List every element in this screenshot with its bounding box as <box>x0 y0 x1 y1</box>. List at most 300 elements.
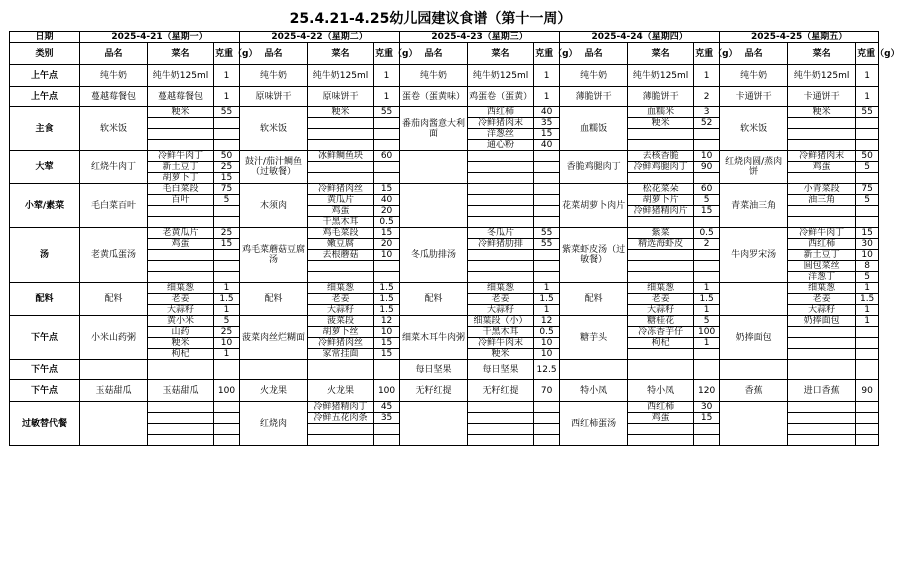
dish-name: 番茄肉酱意大利面 <box>400 107 468 151</box>
ingredient-qty <box>374 173 400 184</box>
ingredient-name: 冷鲜猪肉末 <box>468 118 534 129</box>
ingredient-name: 细葉葱 <box>148 283 214 294</box>
ingredient-qty <box>214 140 240 151</box>
ingredient-name <box>308 129 374 140</box>
ingredient-qty: 10 <box>374 327 400 338</box>
page-title: 25.4.21-4.25幼儿园建议食谱（第十一周） <box>289 11 572 27</box>
ingredient-name <box>628 129 694 140</box>
ingredient-name <box>788 129 856 140</box>
ingredient-qty <box>214 250 240 261</box>
meal-category: 下午点 <box>10 380 80 402</box>
day-header: 2025-4-24（星期四） <box>560 32 720 43</box>
ingredient-name: 胡萝卜丁 <box>148 173 214 184</box>
ingredient-name: 细葉葱 <box>628 283 694 294</box>
ingredient-qty: 90 <box>856 380 879 402</box>
ingredient-name <box>148 118 214 129</box>
dish-name <box>400 184 468 228</box>
ingredient-name <box>148 424 214 435</box>
ingredient-name: 细葉段（小） <box>468 316 534 327</box>
ingredient-name <box>628 250 694 261</box>
ingredient-name: 大蒜籽 <box>628 305 694 316</box>
ingredient-name <box>308 424 374 435</box>
ingredient-qty <box>694 435 720 446</box>
ingredient-name: 黄瓜片 <box>308 195 374 206</box>
ingredient-qty: 1.5 <box>534 294 560 305</box>
category-header: 类别 <box>10 43 80 65</box>
ingredient-qty <box>694 217 720 228</box>
ingredient-name: 鸡蛋 <box>628 413 694 424</box>
ingredient-qty <box>374 129 400 140</box>
ingredient-qty: 5 <box>214 195 240 206</box>
dish-name: 西红柿蛋汤 <box>560 402 628 446</box>
ingredient-name: 冷鲜猪肋排 <box>468 239 534 250</box>
ingredient-name: 老姜 <box>148 294 214 305</box>
ingredient-qty: 45 <box>374 402 400 413</box>
dish-name: 软米饭 <box>240 107 308 151</box>
ingredient-qty: 25 <box>214 162 240 173</box>
ingredient-name <box>468 435 534 446</box>
dish-header: 品名 <box>400 43 468 65</box>
ingredient-name <box>788 118 856 129</box>
ingredient-qty: 1 <box>694 65 720 87</box>
qty-header: 克重（g） <box>694 43 720 65</box>
meal-category: 过敏替代餐 <box>10 402 80 446</box>
ingredient-qty <box>534 402 560 413</box>
ingredient-qty: 1 <box>856 305 879 316</box>
ingredient-qty <box>694 250 720 261</box>
ingredient-name: 鸡蛋卷（蛋黄） <box>468 87 534 107</box>
ingredient-name <box>468 413 534 424</box>
dish-name: 青菜油三角 <box>720 184 788 228</box>
ingredient-name: 纯牛奶125ml <box>628 65 694 87</box>
ingredient-qty: 15 <box>694 206 720 217</box>
ingredient-qty <box>374 118 400 129</box>
ingredient-name: 纯牛奶125ml <box>308 65 374 87</box>
ingredient-name <box>628 435 694 446</box>
ingredient-name <box>148 129 214 140</box>
ingredient-qty: 1 <box>534 305 560 316</box>
dish-name: 蔓越莓餐包 <box>80 87 148 107</box>
ingredient-qty: 15 <box>374 228 400 239</box>
meal-category: 上午点 <box>10 87 80 107</box>
dish-name: 特小凤 <box>560 380 628 402</box>
ingredient-qty: 1 <box>694 305 720 316</box>
ingredient-name <box>788 338 856 349</box>
ingredient-name: 冰鲜鲷鱼块 <box>308 151 374 162</box>
ingredient-qty: 12 <box>534 316 560 327</box>
ingredient-name: 通心粉 <box>468 140 534 151</box>
ingredient-header: 菜名 <box>308 43 374 65</box>
ingredient-name: 蔓越莓餐包 <box>148 87 214 107</box>
dish-name: 糖芋头 <box>560 316 628 360</box>
ingredient-qty <box>694 349 720 360</box>
ingredient-qty <box>534 424 560 435</box>
ingredient-name: 火龙果 <box>308 380 374 402</box>
ingredient-qty <box>534 195 560 206</box>
ingredient-header: 菜名 <box>148 43 214 65</box>
ingredient-qty: 1.5 <box>694 294 720 305</box>
dish-name: 红烧肉圆/蒸肉饼 <box>720 151 788 184</box>
ingredient-name: 新土豆丁 <box>148 162 214 173</box>
ingredient-name <box>628 173 694 184</box>
ingredient-name <box>628 140 694 151</box>
ingredient-qty: 60 <box>374 151 400 162</box>
ingredient-qty: 15 <box>214 239 240 250</box>
day-header: 2025-4-21（星期一） <box>80 32 240 43</box>
dish-name: 冬瓜肋排汤 <box>400 228 468 283</box>
ingredient-qty <box>534 413 560 424</box>
ingredient-qty: 30 <box>856 239 879 250</box>
dish-name <box>80 360 148 380</box>
ingredient-name <box>468 250 534 261</box>
ingredient-qty <box>534 151 560 162</box>
ingredient-name: 紫菜 <box>628 228 694 239</box>
ingredient-qty: 1.5 <box>856 294 879 305</box>
ingredient-name <box>788 435 856 446</box>
ingredient-qty: 2 <box>694 239 720 250</box>
dish-name: 小米山药粥 <box>80 316 148 360</box>
ingredient-name: 嫩豆腐 <box>308 239 374 250</box>
date-row <box>10 32 879 43</box>
ingredient-name <box>468 424 534 435</box>
ingredient-name: 薄脆饼干 <box>628 87 694 107</box>
dish-header: 品名 <box>560 43 628 65</box>
ingredient-name: 特小凤 <box>628 380 694 402</box>
ingredient-qty: 10 <box>856 250 879 261</box>
meal-category: 下午点 <box>10 316 80 360</box>
ingredient-name <box>468 217 534 228</box>
ingredient-name <box>468 195 534 206</box>
ingredient-qty: 55 <box>214 107 240 118</box>
ingredient-qty <box>214 424 240 435</box>
dish-name <box>720 402 788 446</box>
ingredient-name: 胡萝卜丝 <box>308 327 374 338</box>
dish-name: 每日坚果 <box>400 360 468 380</box>
ingredient-qty <box>214 261 240 272</box>
ingredient-name <box>788 402 856 413</box>
ingredient-name: 冷冻香芋仔 <box>628 327 694 338</box>
ingredient-qty: 1 <box>214 283 240 294</box>
ingredient-name <box>788 327 856 338</box>
ingredient-qty <box>214 118 240 129</box>
ingredient-qty: 55 <box>374 107 400 118</box>
dish-name: 紫菜虾皮汤（过敏餐） <box>560 228 628 283</box>
meal-category: 大荤 <box>10 151 80 184</box>
ingredient-qty: 15 <box>374 338 400 349</box>
ingredient-qty: 0.5 <box>374 217 400 228</box>
ingredient-qty: 75 <box>214 184 240 195</box>
ingredient-qty: 35 <box>374 413 400 424</box>
ingredient-name: 纯牛奶125ml <box>468 65 534 87</box>
ingredient-name: 大蒜籽 <box>148 305 214 316</box>
ingredient-qty: 1 <box>694 283 720 294</box>
ingredient-name: 冷鲜牛肉丁 <box>148 151 214 162</box>
ingredient-qty <box>856 360 879 380</box>
dish-name: 鼓汁/茄汁鲷鱼（过敏餐） <box>240 151 308 184</box>
ingredient-qty: 1 <box>856 87 879 107</box>
ingredient-qty: 10 <box>534 338 560 349</box>
ingredient-name: 家常挂面 <box>308 349 374 360</box>
meal-category: 配料 <box>10 283 80 316</box>
dish-name: 配料 <box>240 283 308 316</box>
ingredient-name <box>308 173 374 184</box>
dish-name <box>720 283 788 316</box>
menu-table <box>9 31 900 446</box>
ingredient-qty: 5 <box>856 162 879 173</box>
ingredient-name: 细葉葱 <box>468 283 534 294</box>
ingredient-name: 冷鲜猪精肉片 <box>628 206 694 217</box>
ingredient-name <box>468 272 534 283</box>
ingredient-name: 百叶 <box>148 195 214 206</box>
dish-name: 奶捧面包 <box>720 316 788 360</box>
ingredient-name: 粳米 <box>468 349 534 360</box>
ingredient-name <box>308 435 374 446</box>
day-header: 2025-4-22（星期二） <box>240 32 400 43</box>
dish-name: 配料 <box>560 283 628 316</box>
ingredient-name <box>148 435 214 446</box>
dish-name: 细菜木耳牛肉粥 <box>400 316 468 360</box>
ingredient-qty <box>214 129 240 140</box>
ingredient-name: 粳米 <box>148 338 214 349</box>
ingredient-qty: 1 <box>694 338 720 349</box>
ingredient-qty <box>856 338 879 349</box>
ingredient-name <box>148 413 214 424</box>
ingredient-name <box>628 217 694 228</box>
ingredient-name <box>308 272 374 283</box>
ingredient-qty: 1 <box>856 65 879 87</box>
ingredient-name <box>788 206 856 217</box>
ingredient-qty: 1.5 <box>374 283 400 294</box>
ingredient-name <box>468 173 534 184</box>
ingredient-qty <box>374 261 400 272</box>
ingredient-name: 西红柿 <box>628 402 694 413</box>
ingredient-name: 枸杞 <box>148 349 214 360</box>
ingredient-name: 大蒜籽 <box>468 305 534 316</box>
ingredient-name <box>468 184 534 195</box>
ingredient-qty <box>374 140 400 151</box>
ingredient-name <box>148 206 214 217</box>
ingredient-name: 糖桂花 <box>628 316 694 327</box>
meal-category: 汤 <box>10 228 80 283</box>
ingredient-name <box>148 140 214 151</box>
ingredient-qty <box>214 435 240 446</box>
ingredient-name: 冷鲜猪肉末 <box>788 151 856 162</box>
dish-name: 配料 <box>80 283 148 316</box>
ingredient-name: 干黑木耳 <box>468 327 534 338</box>
ingredient-header: 菜名 <box>468 43 534 65</box>
ingredient-name: 粳米 <box>308 107 374 118</box>
ingredient-name: 松花菜朵 <box>628 184 694 195</box>
ingredient-qty: 15 <box>534 129 560 140</box>
dish-header: 品名 <box>720 43 788 65</box>
ingredient-qty <box>214 360 240 380</box>
ingredient-qty <box>694 140 720 151</box>
ingredient-name: 冷鲜猪精肉丁 <box>308 402 374 413</box>
ingredient-qty: 10 <box>374 250 400 261</box>
ingredient-qty: 35 <box>534 118 560 129</box>
ingredient-name <box>148 272 214 283</box>
meal-row-main_dish <box>10 151 879 162</box>
ingredient-name: 纯牛奶125ml <box>788 65 856 87</box>
ingredient-name <box>148 402 214 413</box>
ingredient-name: 鸡蛋 <box>788 162 856 173</box>
ingredient-name: 奶捧面包 <box>788 316 856 327</box>
ingredient-name: 冷鲜猪肉丝 <box>308 184 374 195</box>
ingredient-qty: 55 <box>534 239 560 250</box>
ingredient-qty <box>856 140 879 151</box>
ingredient-name: 冷鲜牛肉丁 <box>788 228 856 239</box>
ingredient-name: 细葉葱 <box>308 283 374 294</box>
ingredient-qty: 25 <box>214 327 240 338</box>
ingredient-qty: 1.5 <box>374 294 400 305</box>
ingredient-qty: 60 <box>694 184 720 195</box>
ingredient-name: 去根蘑菇 <box>308 250 374 261</box>
dish-name: 红烧肉 <box>240 402 308 446</box>
meal-row-side_dish <box>10 184 879 195</box>
dish-name: 花菜胡萝卜肉片 <box>560 184 628 228</box>
ingredient-qty <box>856 217 879 228</box>
ingredient-name: 卡通饼干 <box>788 87 856 107</box>
ingredient-qty: 10 <box>534 349 560 360</box>
ingredient-qty: 1 <box>214 87 240 107</box>
ingredient-qty <box>374 435 400 446</box>
ingredient-name: 老姜 <box>468 294 534 305</box>
day-header: 2025-4-25（星期五） <box>720 32 879 43</box>
ingredient-name: 干黑木耳 <box>308 217 374 228</box>
ingredient-qty: 40 <box>534 107 560 118</box>
ingredient-qty: 15 <box>374 349 400 360</box>
ingredient-name: 山药 <box>148 327 214 338</box>
ingredient-qty: 1 <box>214 349 240 360</box>
meal-category: 小荤/素菜 <box>10 184 80 228</box>
meal-row-allergy <box>10 402 879 413</box>
ingredient-name: 大蒜籽 <box>788 305 856 316</box>
dish-name <box>240 360 308 380</box>
ingredient-name <box>628 272 694 283</box>
ingredient-name: 冷鲜牛肉末 <box>468 338 534 349</box>
ingredient-qty <box>534 184 560 195</box>
ingredient-qty: 8 <box>856 261 879 272</box>
ingredient-qty: 2 <box>694 87 720 107</box>
ingredient-qty: 90 <box>694 162 720 173</box>
ingredient-name: 鸡蛋 <box>148 239 214 250</box>
dish-name: 配料 <box>400 283 468 316</box>
ingredient-qty: 100 <box>694 327 720 338</box>
ingredient-name: 玉菇甜瓜 <box>148 380 214 402</box>
ingredient-name: 老姜 <box>628 294 694 305</box>
ingredient-name: 菠菜段 <box>308 316 374 327</box>
ingredient-name <box>788 173 856 184</box>
ingredient-qty: 1.5 <box>374 305 400 316</box>
ingredient-name <box>468 162 534 173</box>
date-label: 日期 <box>10 32 80 43</box>
ingredient-qty <box>856 413 879 424</box>
ingredient-header: 菜名 <box>628 43 694 65</box>
dish-header: 品名 <box>240 43 308 65</box>
ingredient-qty <box>856 129 879 140</box>
day-header: 2025-4-23（星期三） <box>400 32 560 43</box>
dish-name: 火龙果 <box>240 380 308 402</box>
ingredient-qty: 1 <box>534 65 560 87</box>
ingredient-name: 冷鲜猪肉丝 <box>308 338 374 349</box>
ingredient-qty: 12.5 <box>534 360 560 380</box>
ingredient-name: 冷鲜五花肉条 <box>308 413 374 424</box>
meal-row-seasoning <box>10 283 879 294</box>
ingredient-qty <box>856 327 879 338</box>
ingredient-name: 新土豆丁 <box>788 250 856 261</box>
ingredient-header: 菜名 <box>788 43 856 65</box>
ingredient-qty <box>694 261 720 272</box>
dish-name: 香脆鸡腿肉丁 <box>560 151 628 184</box>
ingredient-qty: 0.5 <box>694 228 720 239</box>
dish-name: 毛白菜百叶 <box>80 184 148 228</box>
ingredient-name <box>148 250 214 261</box>
ingredient-name: 细葉葱 <box>788 283 856 294</box>
ingredient-name: 粳米 <box>788 107 856 118</box>
dish-name: 软米饭 <box>80 107 148 151</box>
ingredient-qty <box>534 272 560 283</box>
dish-name: 老黄瓜蛋汤 <box>80 228 148 283</box>
ingredient-qty <box>374 162 400 173</box>
ingredient-qty <box>374 424 400 435</box>
ingredient-name: 无籽红提 <box>468 380 534 402</box>
ingredient-name: 大蒜籽 <box>308 305 374 316</box>
ingredient-qty <box>374 360 400 380</box>
ingredient-name: 老黄瓜片 <box>148 228 214 239</box>
ingredient-qty <box>694 129 720 140</box>
ingredient-name <box>308 118 374 129</box>
ingredient-qty: 0.5 <box>534 327 560 338</box>
dish-name: 纯牛奶 <box>240 65 308 87</box>
ingredient-qty: 12 <box>374 316 400 327</box>
ingredient-qty: 1 <box>856 283 879 294</box>
ingredient-name <box>308 162 374 173</box>
ingredient-name <box>148 360 214 380</box>
ingredient-name: 老姜 <box>788 294 856 305</box>
dish-name: 无籽红提 <box>400 380 468 402</box>
ingredient-qty: 15 <box>374 184 400 195</box>
ingredient-qty <box>694 272 720 283</box>
ingredient-name <box>308 261 374 272</box>
ingredient-qty: 30 <box>694 402 720 413</box>
ingredient-name: 黄小米 <box>148 316 214 327</box>
meal-category: 主食 <box>10 107 80 151</box>
dish-name: 红烧牛肉丁 <box>80 151 148 184</box>
ingredient-name <box>468 261 534 272</box>
ingredient-qty: 1 <box>214 305 240 316</box>
ingredient-qty: 1 <box>374 65 400 87</box>
ingredient-name: 纯牛奶125ml <box>148 65 214 87</box>
ingredient-name <box>308 140 374 151</box>
ingredient-qty: 1 <box>856 316 879 327</box>
ingredient-name <box>788 349 856 360</box>
dish-name: 蛋卷（蛋黄味） <box>400 87 468 107</box>
ingredient-qty <box>856 424 879 435</box>
ingredient-name: 鸡蛋 <box>308 206 374 217</box>
ingredient-qty: 15 <box>214 173 240 184</box>
dish-name: 香蕉 <box>720 380 788 402</box>
dish-name: 软米饭 <box>720 107 788 151</box>
ingredient-qty: 15 <box>856 228 879 239</box>
ingredient-qty: 55 <box>856 107 879 118</box>
dish-name: 鸡毛菜蘑菇豆腐汤 <box>240 228 308 283</box>
ingredient-qty: 1 <box>214 65 240 87</box>
ingredient-qty <box>856 402 879 413</box>
ingredient-qty: 50 <box>214 151 240 162</box>
ingredient-qty: 15 <box>694 413 720 424</box>
ingredient-name <box>468 402 534 413</box>
ingredient-name <box>788 413 856 424</box>
